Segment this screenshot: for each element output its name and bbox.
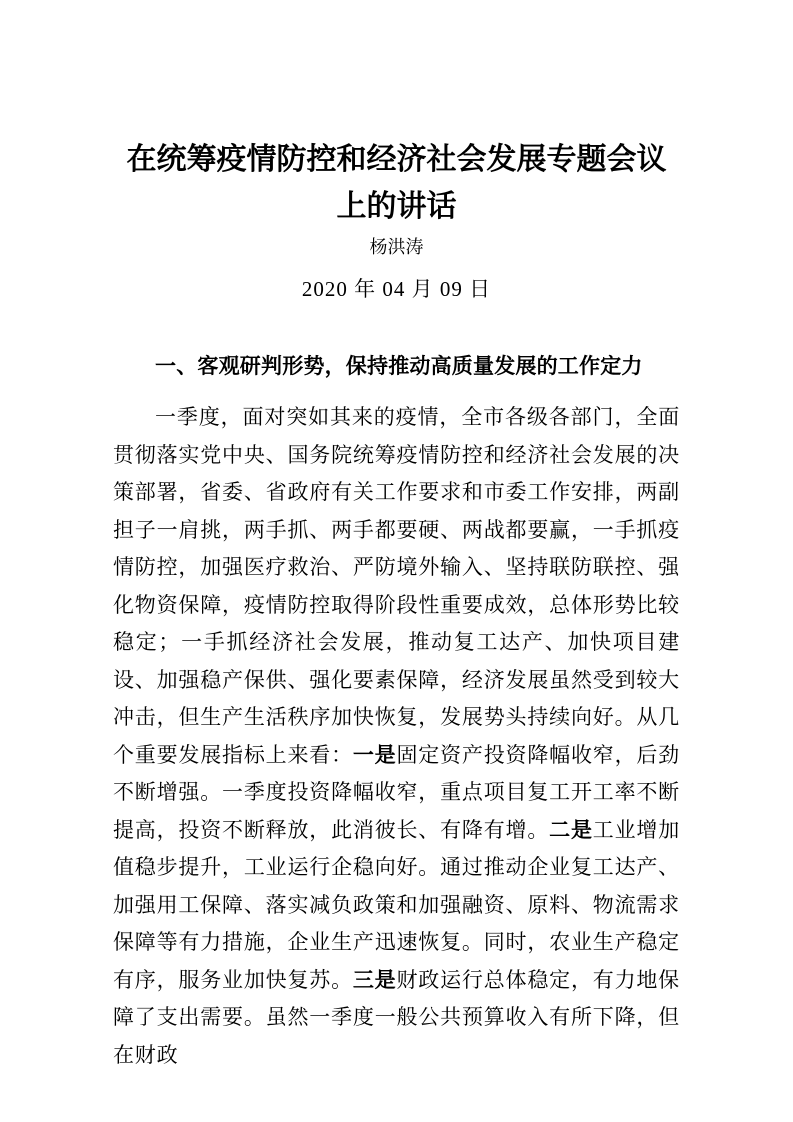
section-heading: 一、客观研判形势，保持推动高质量发展的工作定力 <box>155 355 643 378</box>
document-date: 2020 年 04 月 09 日 <box>301 277 492 301</box>
text-run: 工业增加值稳步提升，工业运行企稳向好。通过推动企业复工达产、加强用工保障、落实减负政策和加强融资、原料、物流需求保障等有力措施，企业生产迅速恢复。同时，农业生产稳定有序，服务业加快复苏。 <box>113 817 681 992</box>
emphasis-run: 一是 <box>352 742 397 767</box>
text-run: 财政运行总体稳定，有力地保障了支出需要。虽然一季度一般公共预算收入有所下降，但在财政 <box>113 967 680 1067</box>
emphasis-run: 三是 <box>352 967 397 992</box>
text-run: 固定资产投资降幅收窄，后劲不断增强。一季度投资降幅收窄，重点项目复工开工率不断提高，投资不断释放，此消彼长、有降有增。 <box>113 742 680 842</box>
document-content <box>113 0 680 1095</box>
author-name: 杨洪涛 <box>369 237 424 257</box>
text-run: 一季度，面对突如其来的疫情，全市各级各部门，全面贯彻落实党中央、国务院统筹疫情防控和经济社会发展的决策部署，省委、省政府有关工作要求和市委工作安排，两副担子一肩挑，两手抓、两手都要硬、两战都要赢，一手抓疫情防控，加强医疗救治、严防境外输入、坚持联防联控、强化物资保障，疫情防控取得阶段性重要成效，总体形势比较稳定；一手抓经济社会发展，推动复工达产、加快项目建设、加强稳产保供、强化要素保障，经济发展虽然受到较大冲击，但生产生活秩序加快恢复，发展势头持续向好。从几个重要发展指标上来看： <box>113 405 680 767</box>
document-title: 在统筹疫情防控和经济社会发展专题会议上的讲话 <box>126 143 667 223</box>
body-paragraph <box>113 399 680 1074</box>
emphasis-run: 二是 <box>549 817 593 842</box>
